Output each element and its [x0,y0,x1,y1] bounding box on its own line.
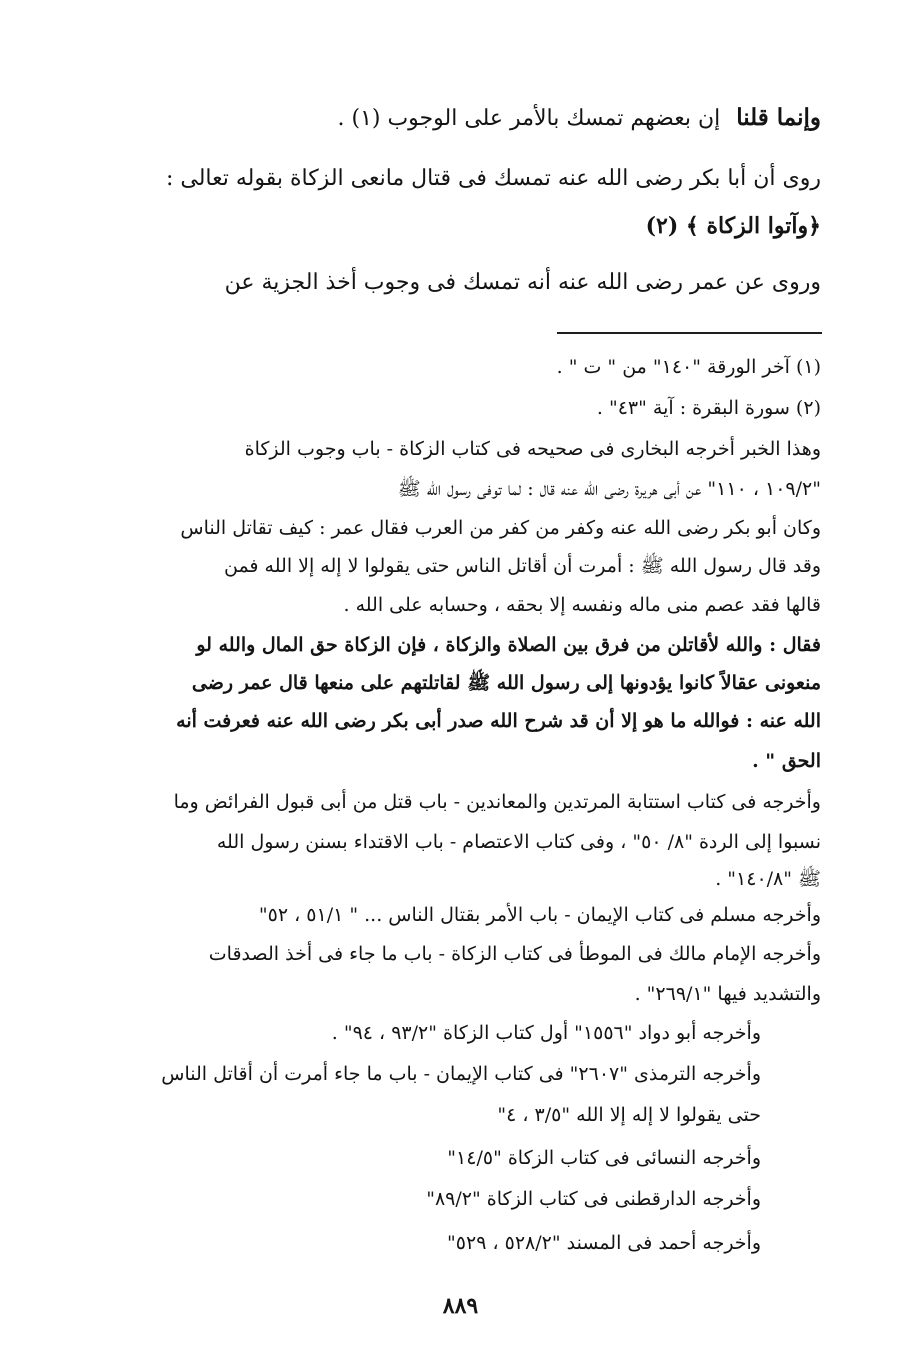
page-number: ٨٨٩ [442,1293,479,1319]
main-line-2: روى أن أبا بكر رضى الله عنه تمسك فى قتال مانعى الزكاة بقوله تعالى : [165,166,821,191]
footnote-1: (١) آخر الورقة "١٤٠" من " ت " . [556,356,821,378]
footnote-line: وأخرجه أبو دواد "١٥٥٦" أول كتاب الزكاة "٩٣/٢ ، ٩٤" . [331,1022,761,1044]
footnote-line: الله عنه : فوالله ما هو إلا أن قد شرح الله صدر أبى بكر رضى الله عنه فعرفت أنه [176,710,821,732]
footnote-line: حتى يقولوا لا إله إلا الله "٣/٥ ، ٤" [497,1104,761,1126]
footnote-line: الحق " . [752,750,821,772]
footnote-2: (٢) سورة البقرة : آية "٤٣" . [596,397,821,419]
footnote-line: منعونى عقالاً كانوا يؤدونها إلى رسول الله ﷺ لقاتلتهم على منعها قال عمر رضى [191,672,821,694]
footnote-line: ﷺ "١٤٠/٨" . [715,868,821,890]
footnote-line: وأخرجه فى كتاب استتابة المرتدين والمعاندين - باب قتل من أبى قبول الفرائض وما [173,791,821,813]
main-line-1-text: إن بعضهم تمسك بالأمر على الوجوب (١) . [337,106,721,131]
footnote-line: "١٠٩/٢ ، ١١٠" عن أبى هريرة رضى الله عنه قال : لما توفى رسول الله ﷺ [397,478,821,500]
footnote-line: وأخرجه أحمد فى المسند "٥٢٨/٢ ، ٥٢٩" [447,1232,761,1254]
footnote-line: وأخرجه الترمذى "٢٦٠٧" فى كتاب الإيمان - باب ما جاء أمرت أن أقاتل الناس [161,1063,761,1085]
footnote-line: وأخرجه الإمام مالك فى الموطأ فى كتاب الزكاة - باب ما جاء فى أخذ الصدقات [208,943,821,965]
footnote-line: وكان أبو بكر رضى الله عنه وكفر من كفر من العرب فقال عمر : كيف تقاتل الناس [180,517,821,539]
footnote-line: وهذا الخبر أخرجه البخارى فى صحيحه فى كتاب الزكاة - باب وجوب الزكاة [244,438,821,460]
footnote-separator [557,332,822,334]
footnote-line: وقد قال رسول الله ﷺ : أمرت أن أقاتل الناس حتى يقولوا لا إله إلا الله فمن [223,555,821,577]
footnote-line: فقال : والله لأقاتلن من فرق بين الصلاة والزكاة ، فإن الزكاة حق المال والله لو [196,634,821,656]
quran-verse: ﴿وآتوا الزكاة ﴾ (٢) [645,213,821,239]
main-line-4: وروى عن عمر رضى الله عنه أنه تمسك فى وجوب أخذ الجزية عن [224,270,821,295]
main-line-1 [337,104,821,132]
lead-phrase: وإنما قلنا [736,104,821,131]
footnote-line: وأخرجه النسائى فى كتاب الزكاة "١٤/٥" [447,1147,761,1169]
footnote-line: نسبوا إلى الردة "٨/ ٥٠" ، وفى كتاب الاعتصام - باب الاقتداء بسنن رسول الله [216,831,821,853]
footnote-line: وأخرجه الدارقطنى فى كتاب الزكاة "٨٩/٢" [426,1188,761,1210]
footnote-line: وأخرجه مسلم فى كتاب الإيمان - باب الأمر بقتال الناس ... " ٥١/١ ، ٥٢" [258,904,821,926]
footnote-line: قالها فقد عصم منى ماله ونفسه إلا بحقه ، وحسابه على الله . [343,594,821,616]
footnote-line: والتشديد فيها "٢٦٩/١" . [634,983,821,1005]
